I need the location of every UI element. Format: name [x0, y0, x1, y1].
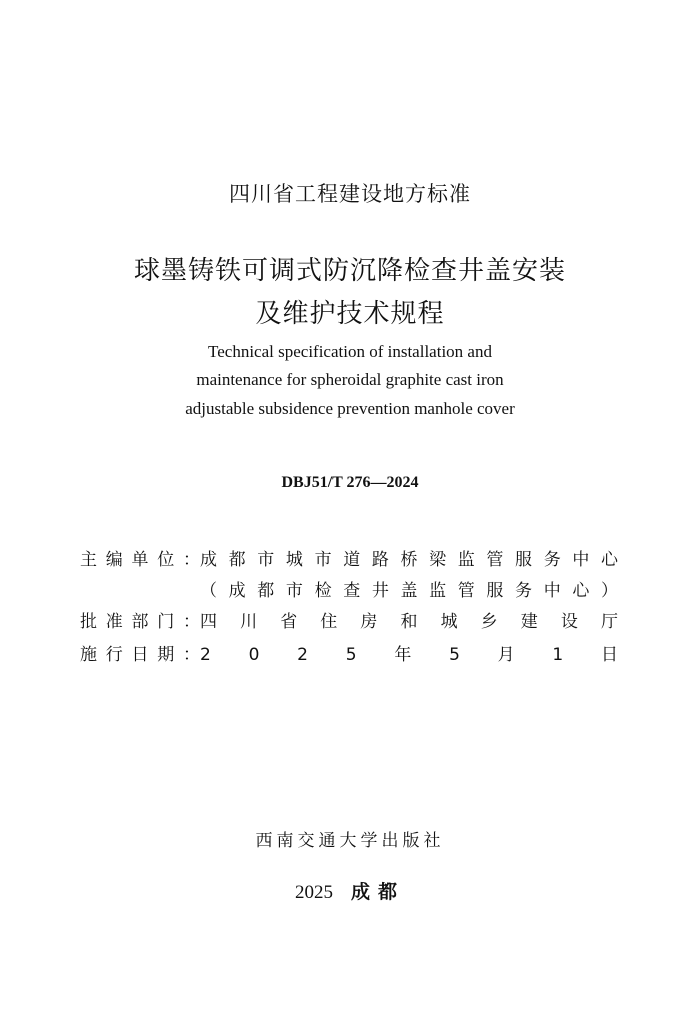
- char: ：: [183, 645, 200, 665]
- char: 中: [572, 550, 590, 570]
- publication-year: 2025: [294, 882, 333, 903]
- char: 中: [543, 581, 561, 601]
- char: 管: [486, 550, 504, 570]
- char: 房: [360, 612, 378, 632]
- char: 监: [457, 550, 475, 570]
- char: 主: [80, 550, 97, 570]
- title-en-line3: adjustable subsidence prevention manhole cover: [185, 399, 515, 418]
- char: 井: [371, 581, 389, 601]
- char: 务: [515, 581, 533, 601]
- char: 设: [560, 612, 578, 632]
- char: 城: [440, 612, 458, 632]
- char: 年: [394, 645, 412, 665]
- char: 省: [280, 612, 298, 632]
- char: 都: [257, 581, 275, 601]
- char: 2: [297, 645, 308, 665]
- char: 日: [131, 645, 149, 665]
- char: 川: [240, 612, 258, 632]
- char: 务: [543, 550, 561, 570]
- char: 月: [497, 645, 515, 665]
- char: 桥: [400, 550, 418, 570]
- char: 建: [520, 612, 538, 632]
- char: 服: [486, 581, 504, 601]
- char: 道: [343, 550, 361, 570]
- title-cn-line1: 球墨铸铁可调式防沉降检查井盖安装: [133, 256, 566, 286]
- title-en-line2: maintenance for spheroidal graphite cast iron: [196, 370, 504, 389]
- title-cn-line2: 及维护技术规程: [255, 299, 445, 329]
- char: 市: [285, 581, 303, 601]
- char: 住: [320, 612, 338, 632]
- char: 城: [285, 550, 303, 570]
- char: 梁: [429, 550, 447, 570]
- char: 四: [200, 612, 217, 632]
- char: 都: [228, 550, 246, 570]
- date-value: [200, 642, 618, 668]
- char: 监: [429, 581, 447, 601]
- char: 准: [105, 612, 123, 632]
- char: 门: [157, 612, 175, 632]
- date-label: [80, 642, 200, 668]
- char: 厅: [600, 612, 618, 632]
- char: 期: [157, 645, 175, 665]
- editor-value-alt: [200, 578, 618, 604]
- char: 5: [345, 645, 357, 665]
- approver-value: [200, 609, 618, 635]
- char: 日: [600, 645, 618, 665]
- editor-label: [80, 547, 200, 573]
- char: 2: [200, 645, 211, 665]
- char: 位: [157, 550, 175, 570]
- approver-label: [80, 609, 200, 635]
- standard-series: 四川省工程建设地方标准: [229, 182, 471, 206]
- char: （: [200, 581, 217, 601]
- char: 管: [457, 581, 475, 601]
- char: 心: [572, 581, 590, 601]
- char: 成: [200, 550, 217, 570]
- char: 市: [257, 550, 275, 570]
- char: 市: [314, 550, 332, 570]
- char: ：: [183, 550, 200, 570]
- char: 查: [343, 581, 361, 601]
- editor-value: [200, 547, 618, 573]
- char: 检: [314, 581, 332, 601]
- char: 施: [80, 645, 97, 665]
- char: 服: [515, 550, 533, 570]
- char: 路: [371, 550, 389, 570]
- char: 和: [400, 612, 418, 632]
- char: 行: [105, 645, 123, 665]
- publisher: 西南交通大学出版社: [255, 831, 445, 851]
- char: 1: [552, 645, 564, 665]
- publication-place: [0, 878, 700, 907]
- char: 单: [131, 550, 149, 570]
- publication-city: 成都: [350, 881, 405, 903]
- char: 部: [131, 612, 149, 632]
- title-en-line1: Technical specification of installation and: [208, 342, 492, 361]
- standard-code: DBJ51/T 276—2024: [281, 474, 419, 491]
- char: 盖: [400, 581, 418, 601]
- char: 0: [248, 645, 260, 665]
- char: 心: [600, 550, 618, 570]
- char: ：: [183, 612, 200, 632]
- char: 成: [228, 581, 246, 601]
- char: 5: [449, 645, 460, 665]
- char: 编: [105, 550, 123, 570]
- char: 批: [80, 612, 97, 632]
- char: 乡: [480, 612, 498, 632]
- char: ）: [600, 581, 618, 601]
